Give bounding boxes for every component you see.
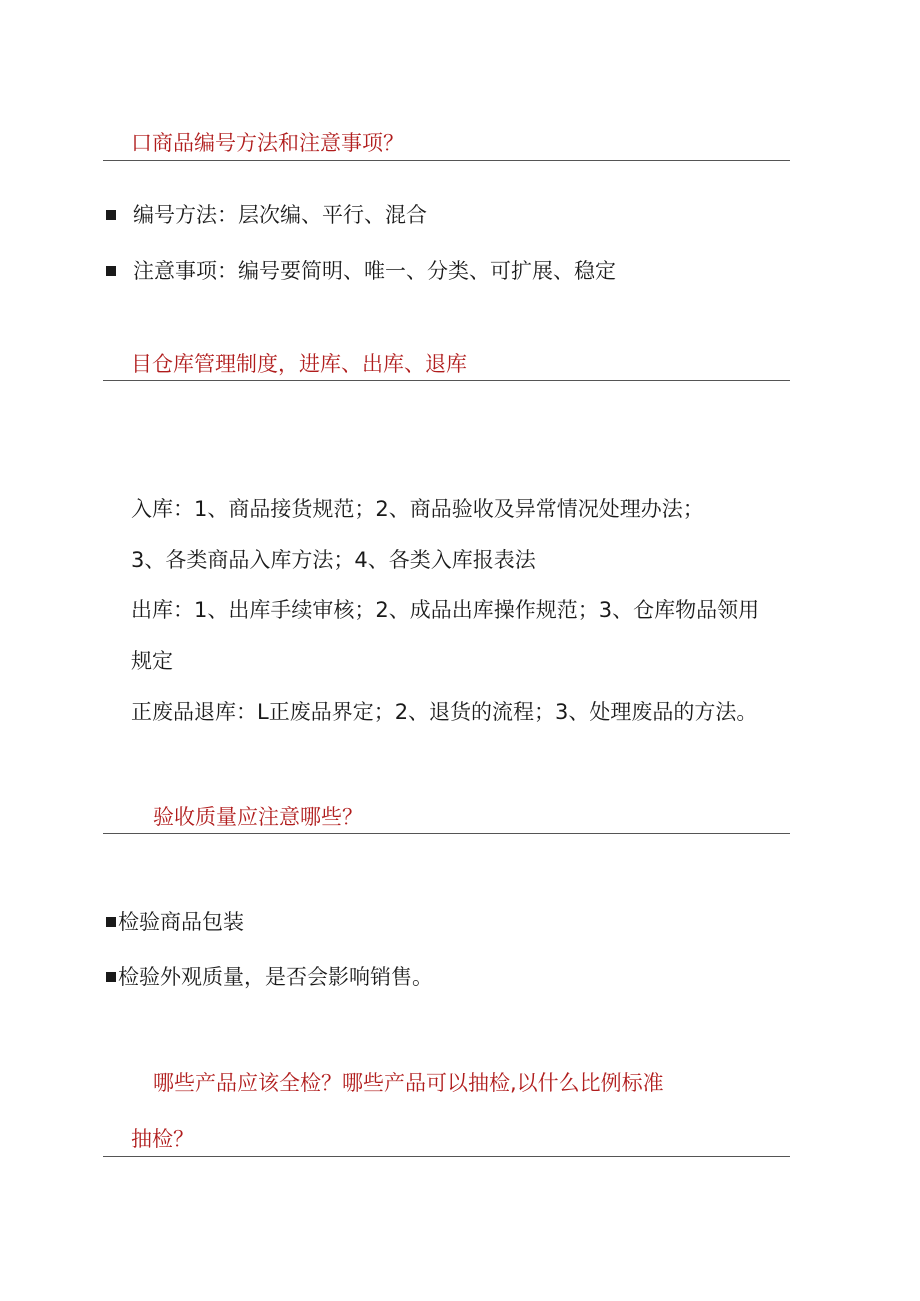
bullet-square-icon: [106, 210, 116, 220]
section-4-title-line-2: 抽检？: [131, 1127, 194, 1151]
list-item-text: 注意事项：编号要简明、唯一、分类、可扩展、稳定: [133, 259, 616, 283]
section-3-title: 验收质量应注意哪些？: [153, 805, 363, 829]
section-1-divider: [103, 160, 790, 161]
list-item: [106, 907, 244, 937]
list-item: [106, 962, 433, 992]
section-4-divider: [103, 1156, 790, 1157]
paragraph-line: 入库：1、商品接货规范；2、商品验收及异常情况处理办法；: [131, 497, 704, 521]
bullet-square-icon: [106, 972, 116, 982]
bullet-square-icon: [106, 266, 116, 276]
list-item-text: 检验外观质量，是否会影响销售。: [118, 965, 433, 989]
paragraph-line: 规定: [131, 649, 173, 673]
section-3-divider: [103, 833, 790, 834]
list-item-text: 编号方法：层次编、平行、混合: [133, 203, 427, 227]
section-2-divider: [103, 380, 790, 381]
list-item: [106, 200, 427, 230]
section-2-title: 目仓库管理制度，进库、出库、退库: [131, 352, 467, 376]
section-4-title-line-1: 哪些产品应该全检？哪些产品可以抽检,以什么比例标准: [153, 1071, 664, 1095]
paragraph-line: 正废品退库：L正废品界定；2、退货的流程；3、处理废品的方法。: [131, 700, 758, 724]
list-item-text: 检验商品包装: [118, 910, 244, 934]
paragraph-line: 3、各类商品入库方法；4、各类入库报表法: [131, 548, 536, 572]
paragraph-line: 出库：1、出库手续审核；2、成品出库操作规范；3、仓库物品领用: [131, 598, 760, 622]
bullet-square-icon: [106, 917, 116, 927]
list-item: [106, 256, 616, 286]
section-1-title: 口商品编号方法和注意事项？: [131, 131, 404, 155]
